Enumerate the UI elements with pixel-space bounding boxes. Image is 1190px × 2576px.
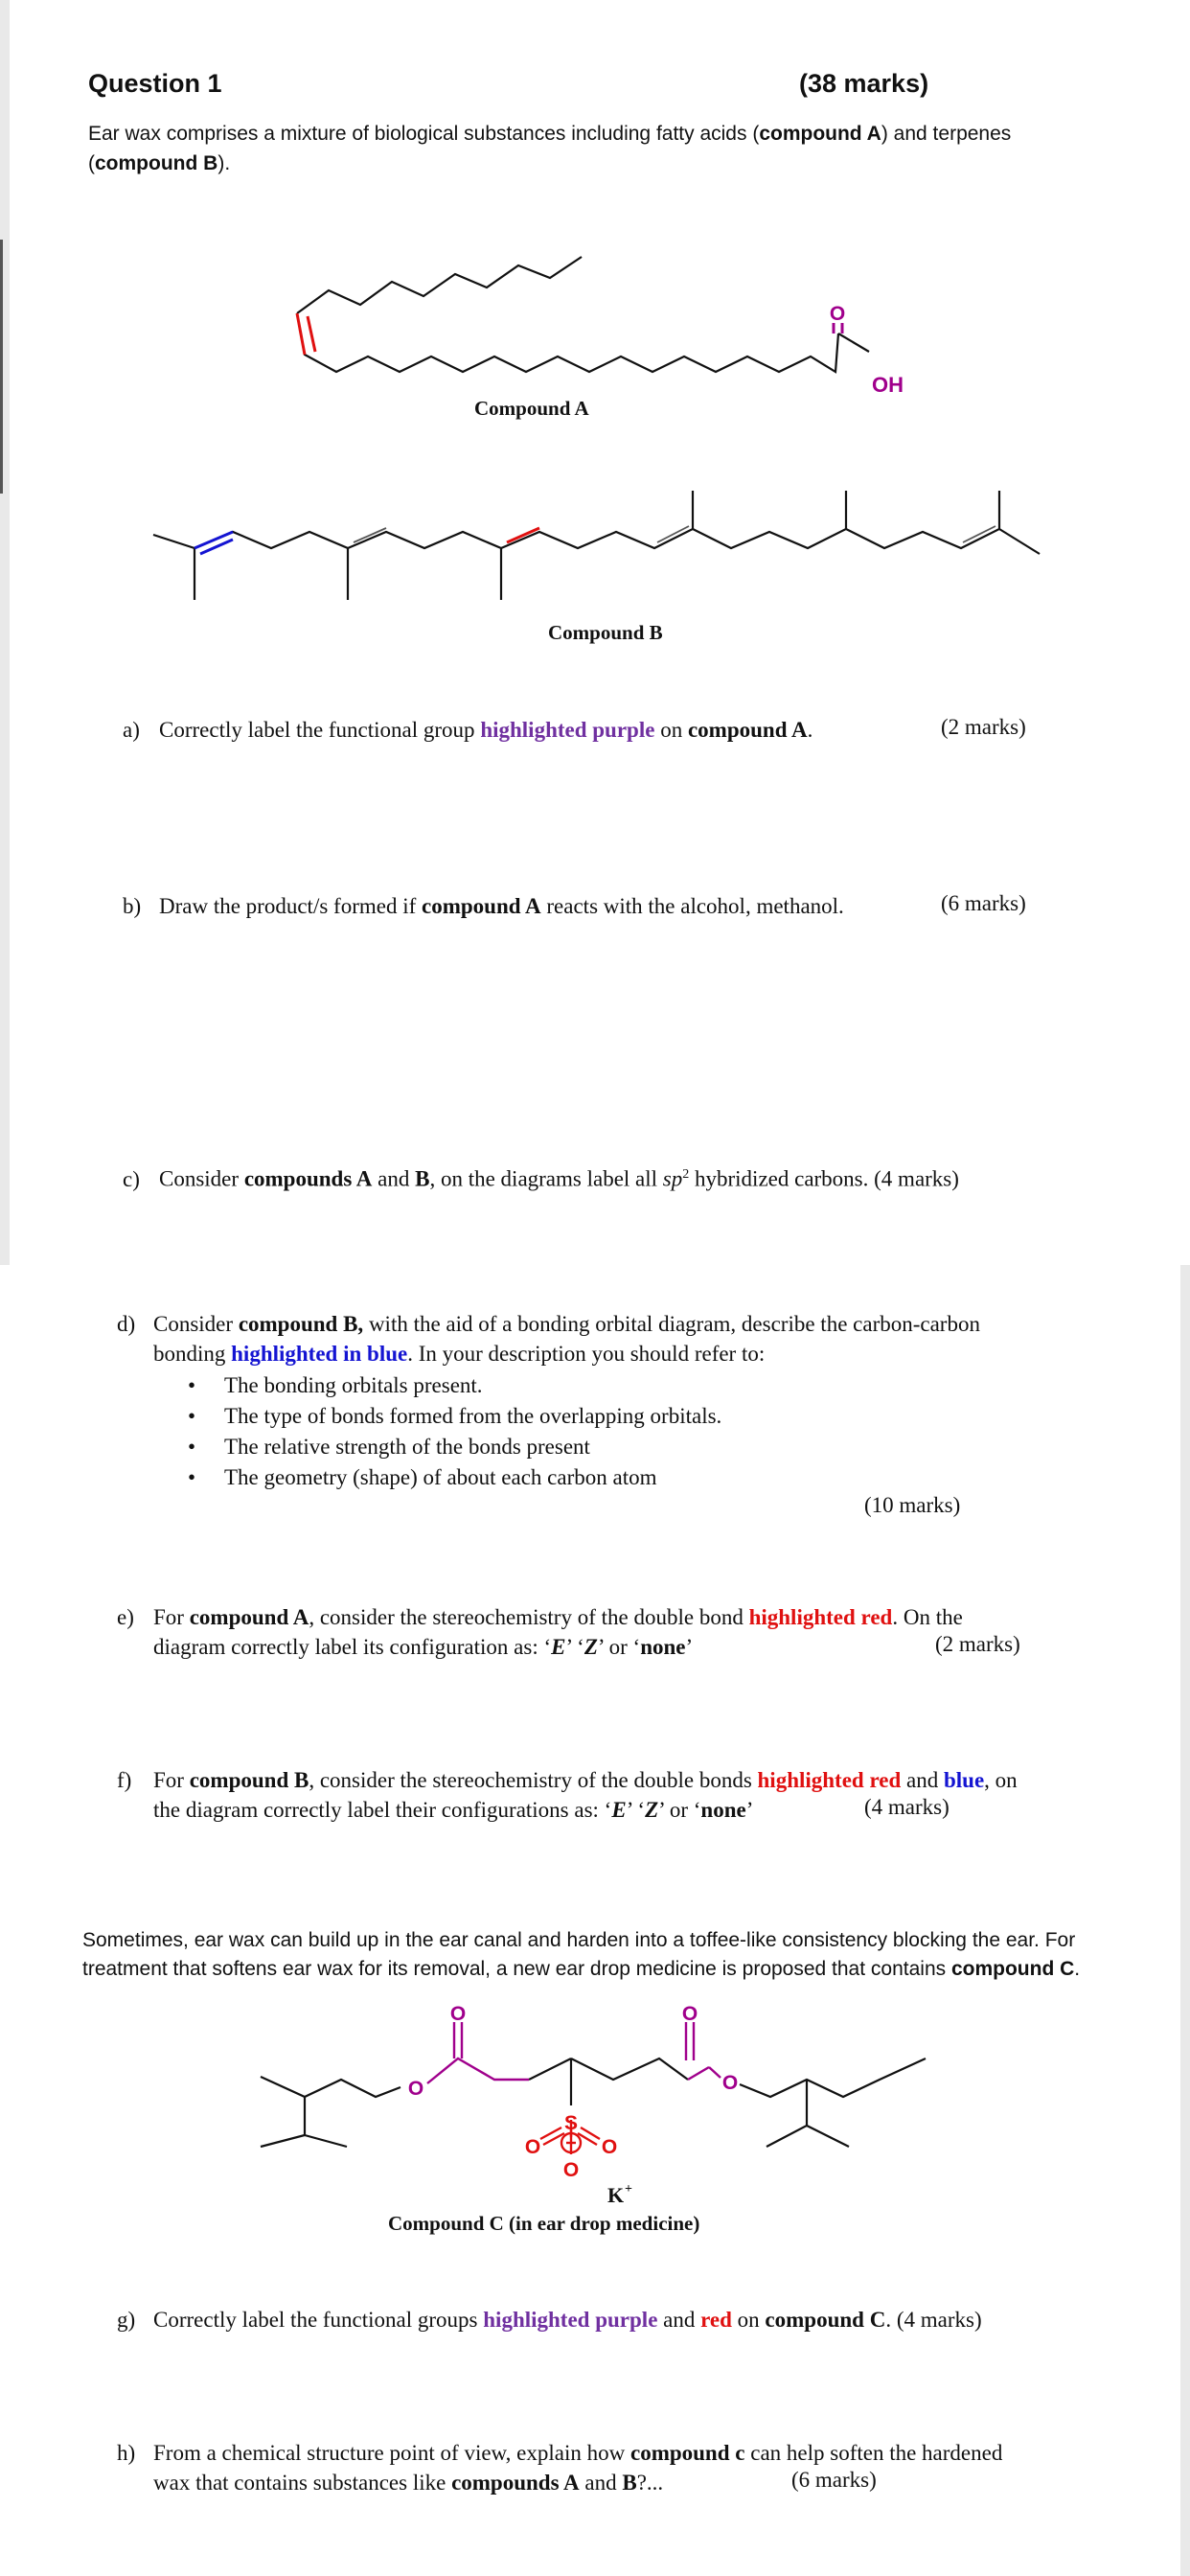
intro-paragraph: Ear wax comprises a mixture of biological substances including fatty acids (compound A) and terpenes (compound B). [88,123,1012,174]
question-d-marks: (10 marks) [864,1493,961,1517]
compound-a-structure [0,220,1190,422]
potassium-ion: K [607,2183,625,2207]
question-e-marks: (2 marks) [935,1632,1020,1656]
compound-c-sulfur: S [563,2112,579,2134]
compound-c-carbonyl-o-right: O [681,2003,698,2025]
compound-a-caption: Compound A [474,397,589,420]
list-item: • The type of bonds formed from the overlapping orbitals. [182,1401,721,1432]
list-item: • The relative strength of the bonds present [182,1432,721,1462]
compound-c-caption: Compound C (in ear drop medicine) [388,2212,700,2235]
compound-b-caption: Compound B [548,621,663,644]
question-e: e) For compound A, consider the stereochemistry of the double bond highlighted red. On the diagram correctly label its configuration as: ‘E’ ‘Z’ or ‘none’ [117,1605,963,1659]
question-d-bullets [182,1370,721,1493]
compound-a-carbonyl-o: O [829,303,846,325]
compound-c-sulfonate-o-right: O [601,2136,618,2158]
question-f-marks: (4 marks) [864,1795,950,1819]
question-h-marks: (6 marks) [791,2468,877,2492]
question-a: a) Correctly label the functional group highlighted purple on compound A. [123,718,813,742]
compound-c-carbonyl-o-left: O [449,2003,467,2025]
compound-c-sulfonate-o-left: O [524,2136,541,2158]
question-d: d) Consider compound B, with the aid of a bonding orbital diagram, describe the carbon-carbon bonding highlighted in blue. In your description you should refer to: [117,1312,980,1366]
question-h: h) From a chemical structure point of view, explain how compound c can help soften the hardened wax that contains substances like compounds A and B?... [117,2441,1003,2495]
question-c: c) Consider compounds A and B, on the diagrams label all $sp^2$ hybridized carbons. (4 marks) [123,1166,959,1191]
intro-paragraph-2: Sometimes, ear wax can build up in the ear canal and harden into a toffee-like consistency blocking the ear. For treatment that softens ear wax for its removal, a new ear drop medicine is proposed that contains compound C. [82,1929,1081,1980]
question-title: Question 1 [88,69,222,98]
page-gutter-left [0,0,10,1265]
question-b: b) Draw the product/s formed if compound A reacts with the alcohol, methanol. [123,894,844,918]
list-item: • The geometry (shape) of about each carbon atom [182,1462,721,1493]
question-g: g) Correctly label the functional groups highlighted purple and red on compound C. (4 marks) [117,2308,982,2332]
compound-c-structure [0,1993,1190,2223]
compound-c-ester-o-left: O [407,2078,424,2100]
potassium-charge: + [625,2182,632,2196]
page-gutter-right [1180,1265,1190,2576]
question-b-marks: (6 marks) [941,891,1026,915]
list-item: • The bonding orbitals present. [182,1370,721,1401]
compound-b-structure [0,470,1190,613]
question-a-marks: (2 marks) [941,715,1026,739]
compound-c-ester-o-right: O [721,2072,739,2094]
compound-c-sulfonate-o-bottom: O [562,2159,580,2181]
question-marks: (38 marks) [799,69,929,98]
question-f: f) For compound B, consider the stereochemistry of the double bonds highlighted red and blue, on the diagram correctly label their configurations as: ‘E’ ‘Z’ or ‘none’ [117,1768,1018,1822]
compound-a-hydroxyl: OH [872,373,904,397]
